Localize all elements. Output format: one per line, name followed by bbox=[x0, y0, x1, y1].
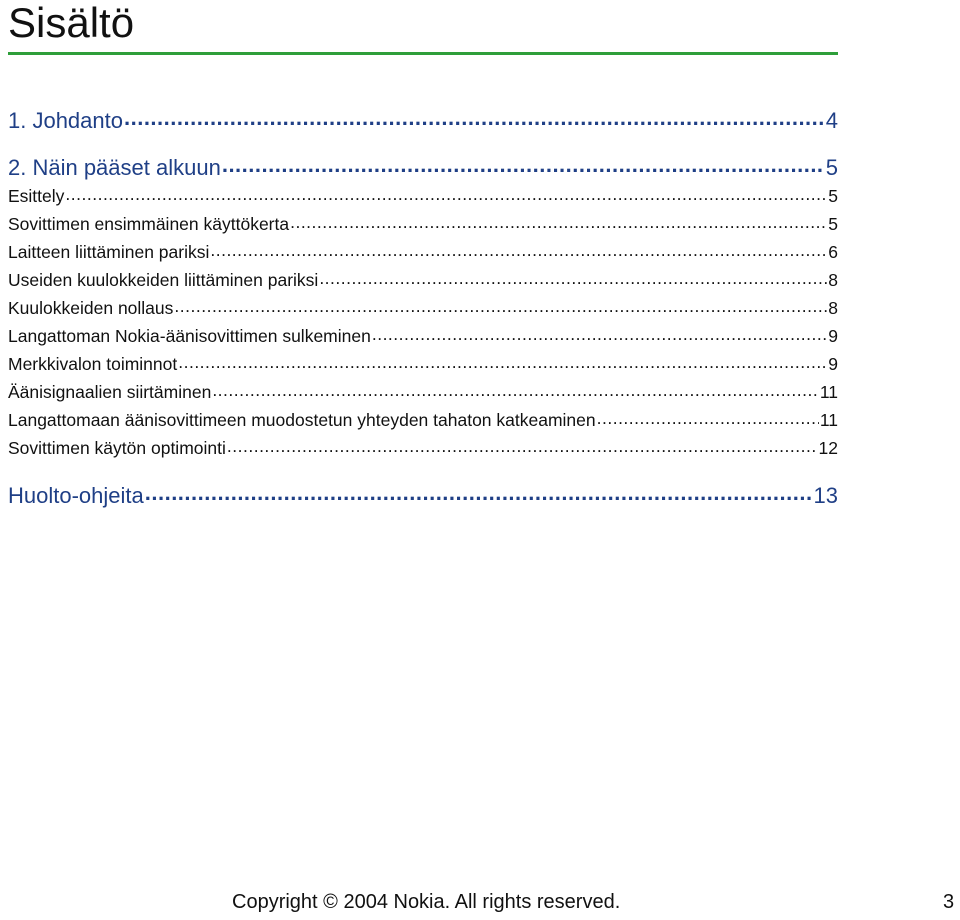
dot-leader bbox=[210, 240, 827, 258]
dot-leader bbox=[124, 106, 825, 128]
toc-page-number: 4 bbox=[825, 108, 838, 133]
toc-entry-label: Useiden kuulokkeiden liittäminen pariksi bbox=[8, 269, 319, 290]
toc-entry-label: 2. Näin pääset alkuun bbox=[8, 155, 221, 180]
dot-leader bbox=[174, 296, 827, 314]
toc-page-number: 9 bbox=[828, 325, 838, 346]
toc-section-yhteyden-katkeaminen[interactable] bbox=[8, 408, 838, 431]
toc-entry-label: Langattoman Nokia-äänisovittimen sulkeminen bbox=[8, 325, 371, 346]
dot-leader bbox=[145, 481, 813, 503]
toc-chapter-johdanto[interactable] bbox=[8, 106, 838, 135]
toc-entry-label: Kuulokkeiden nollaus bbox=[8, 297, 174, 318]
toc-page-number: 5 bbox=[825, 155, 838, 180]
title-divider bbox=[8, 52, 838, 55]
toc-section-sulkeminen[interactable] bbox=[8, 324, 838, 347]
footer-copyright: Copyright © 2004 Nokia. All rights reserved. bbox=[232, 891, 621, 913]
dot-leader bbox=[222, 153, 825, 175]
toc-page-number: 11 bbox=[819, 409, 838, 430]
toc-entry-label: Äänisignaalien siirtäminen bbox=[8, 381, 212, 402]
toc-entry-label: Huolto-ohjeita bbox=[8, 483, 144, 508]
dot-leader bbox=[65, 184, 827, 202]
toc-entry-label: Sovittimen ensimmäinen käyttökerta bbox=[8, 213, 290, 234]
dot-leader bbox=[227, 436, 818, 454]
toc-section-useiden-kuulokkeiden[interactable] bbox=[8, 268, 838, 291]
toc-entry-label: Laitteen liittäminen pariksi bbox=[8, 241, 210, 262]
dot-leader bbox=[290, 212, 827, 230]
page-title: Sisältö bbox=[8, 0, 135, 46]
footer-page-number: 3 bbox=[943, 891, 955, 913]
dot-leader bbox=[178, 352, 827, 370]
toc-section-merkkivalon-toiminnot[interactable] bbox=[8, 352, 838, 375]
toc-section-kuulokkeiden-nollaus[interactable] bbox=[8, 296, 838, 319]
toc-page-number: 11 bbox=[819, 381, 838, 402]
toc-entry-label: 1. Johdanto bbox=[8, 108, 123, 133]
dot-leader bbox=[212, 380, 819, 398]
toc-chapter-nain-paaset-alkuun[interactable] bbox=[8, 153, 838, 182]
toc-section-sovittimen-ensimmainen[interactable] bbox=[8, 212, 838, 235]
toc-page-number: 13 bbox=[813, 483, 838, 508]
toc-page-number: 5 bbox=[828, 213, 838, 234]
toc-entry-label: Sovittimen käytön optimointi bbox=[8, 437, 226, 458]
toc-section-laitteen-liittaminen[interactable] bbox=[8, 240, 838, 263]
toc-section-esittely[interactable] bbox=[8, 184, 838, 207]
dot-leader bbox=[319, 268, 827, 286]
toc-section-kayton-optimointi[interactable] bbox=[8, 436, 838, 459]
toc-page-number: 12 bbox=[818, 437, 838, 458]
toc-section-aanisignaalien-siirtaminen[interactable] bbox=[8, 380, 838, 403]
toc-entry-label: Merkkivalon toiminnot bbox=[8, 353, 178, 374]
toc-entry-label: Langattomaan äänisovittimeen muodostetun yhteyden tahaton katkeaminen bbox=[8, 409, 596, 430]
toc-page-number: 8 bbox=[828, 297, 838, 318]
toc-page-number: 9 bbox=[828, 353, 838, 374]
toc-page-number: 5 bbox=[828, 185, 838, 206]
toc-page-number: 6 bbox=[828, 241, 838, 262]
dot-leader bbox=[597, 408, 819, 426]
toc-entry-label: Esittely bbox=[8, 185, 65, 206]
toc-page-number: 8 bbox=[828, 269, 838, 290]
toc-chapter-huolto-ohjeita[interactable] bbox=[8, 481, 838, 510]
dot-leader bbox=[372, 324, 827, 342]
